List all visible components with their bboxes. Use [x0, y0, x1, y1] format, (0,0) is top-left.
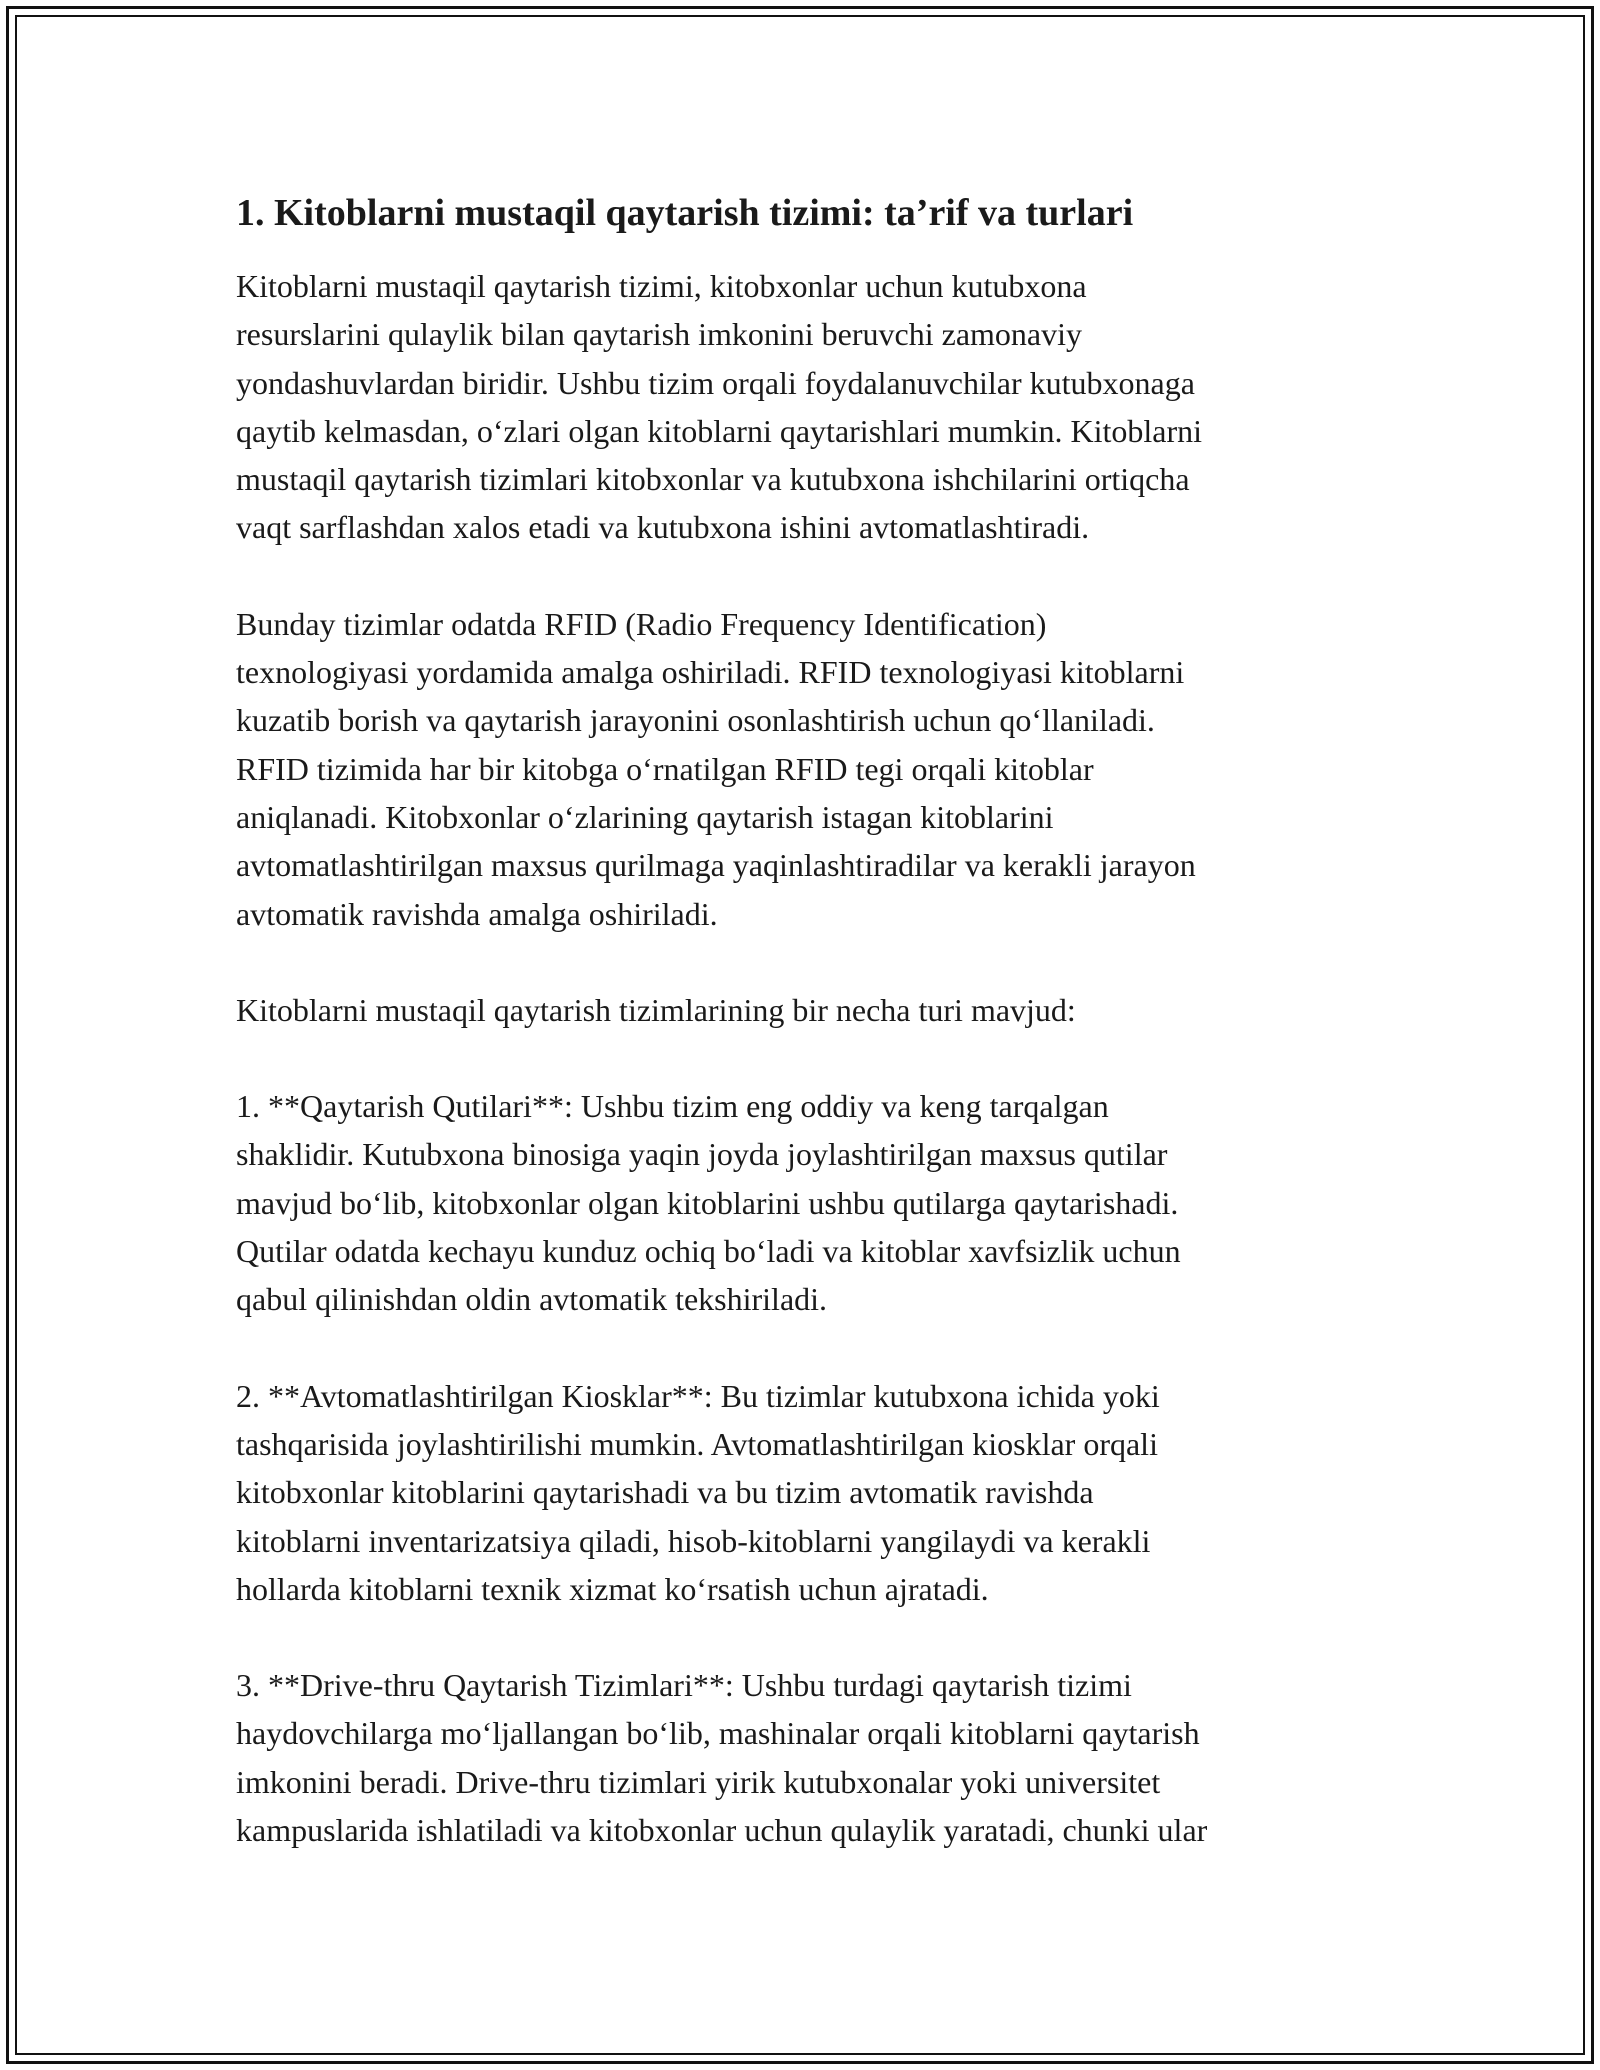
- list-item-return-boxes: [236, 1082, 1356, 1323]
- text-line: hollarda kitoblarni texnik xizmat ko‘rsatish uchun ajratadi.: [236, 1570, 989, 1607]
- text-line: texnologiyasi yordamida amalga oshiriladi. RFID texnologiyasi kitoblarni: [236, 654, 1185, 691]
- list-item-drive-thru: [236, 1661, 1356, 1854]
- text-line: avtomatik ravishda amalga oshiriladi.: [236, 895, 718, 932]
- text-line: 1. **Qaytarish Qutilari**: Ushbu tizim eng oddiy va keng tarqalgan: [236, 1088, 1109, 1125]
- text-line: shaklidir. Kutubxona binosiga yaqin joyda joylashtirilgan maxsus qutilar: [236, 1136, 1168, 1173]
- text-line: kampuslarida ishlatiladi va kitobxonlar uchun qulaylik yaratadi, chunki ular: [236, 1812, 1208, 1849]
- list-item-kiosks: [236, 1372, 1356, 1613]
- text-line: avtomatlashtirilgan maxsus qurilmaga yaqinlashtiradilar va kerakli jarayon: [236, 847, 1196, 884]
- text-line: imkonini beradi. Drive-thru tizimlari yirik kutubxonalar yoki universitet: [236, 1763, 1161, 1800]
- text-line: 3. **Drive-thru Qaytarish Tizimlari**: Ushbu turdagi qaytarish tizimi: [236, 1667, 1132, 1704]
- text-line: mustaqil qaytarish tizimlari kitobxonlar va kutubxona ishchilarini ortiqcha: [236, 461, 1190, 498]
- text-line: Bunday tizimlar odatda RFID (Radio Frequency Identification): [236, 605, 1047, 642]
- paragraph-intro: [236, 262, 1356, 552]
- text-line: 2. **Avtomatlashtirilgan Kiosklar**: Bu tizimlar kutubxona ichida yoki: [236, 1377, 1160, 1414]
- document-page: [236, 186, 1356, 1854]
- text-line: RFID tizimida har bir kitobga o‘rnatilgan RFID tegi orqali kitoblar: [236, 750, 1094, 787]
- text-line: vaqt sarflashdan xalos etadi va kutubxona ishini avtomatlashtiradi.: [236, 509, 1090, 546]
- text-line: Kitoblarni mustaqil qaytarish tizimi, kitobxonlar uchun kutubxona: [236, 268, 1087, 304]
- section-heading: 1. Kitoblarni mustaqil qaytarish tizimi: ta’rif va turlari: [236, 192, 1134, 234]
- text-line: tashqarisida joylashtirilishi mumkin. Avtomatlashtirilgan kiosklar orqali: [236, 1425, 1158, 1462]
- text-line: yondashuvlardan biridir. Ushbu tizim orqali foydalanuvchilar kutubxonaga: [236, 364, 1195, 401]
- text-line: aniqlanadi. Kitobxonlar o‘zlarining qaytarish istagan kitoblarini: [236, 798, 1054, 835]
- text-line: haydovchilarga mo‘ljallangan bo‘lib, mashinalar orqali kitoblarni qaytarish: [236, 1715, 1200, 1752]
- paragraph-types-intro: [236, 986, 1356, 1034]
- text-line: qaytib kelmasdan, o‘zlari olgan kitoblarni qaytarishlari mumkin. Kitoblarni: [236, 412, 1202, 449]
- text-line: Qutilar odatda kechayu kunduz ochiq bo‘ladi va kitoblar xavfsizlik uchun: [236, 1233, 1181, 1270]
- text-line: resurslarini qulaylik bilan qaytarish imkonini beruvchi zamonaviy: [236, 316, 1083, 353]
- text-line: kitobxonlar kitoblarini qaytarishadi va bu tizim avtomatik ravishda: [236, 1474, 1094, 1511]
- text-line: kuzatib borish va qaytarish jarayonini osonlashtirish uchun qo‘llaniladi.: [236, 702, 1155, 739]
- text-line: qabul qilinishdan oldin avtomatik tekshiriladi.: [236, 1281, 828, 1318]
- text-line: mavjud bo‘lib, kitobxonlar olgan kitoblarini ushbu qutilarga qaytarishadi.: [236, 1184, 1179, 1221]
- text-line: kitoblarni inventarizatsiya qiladi, hisob-kitoblarni yangilaydi va kerakli: [236, 1522, 1151, 1559]
- paragraph-rfid: [236, 600, 1356, 938]
- text-line: Kitoblarni mustaqil qaytarish tizimlarining bir necha turi mavjud:: [236, 991, 1076, 1028]
